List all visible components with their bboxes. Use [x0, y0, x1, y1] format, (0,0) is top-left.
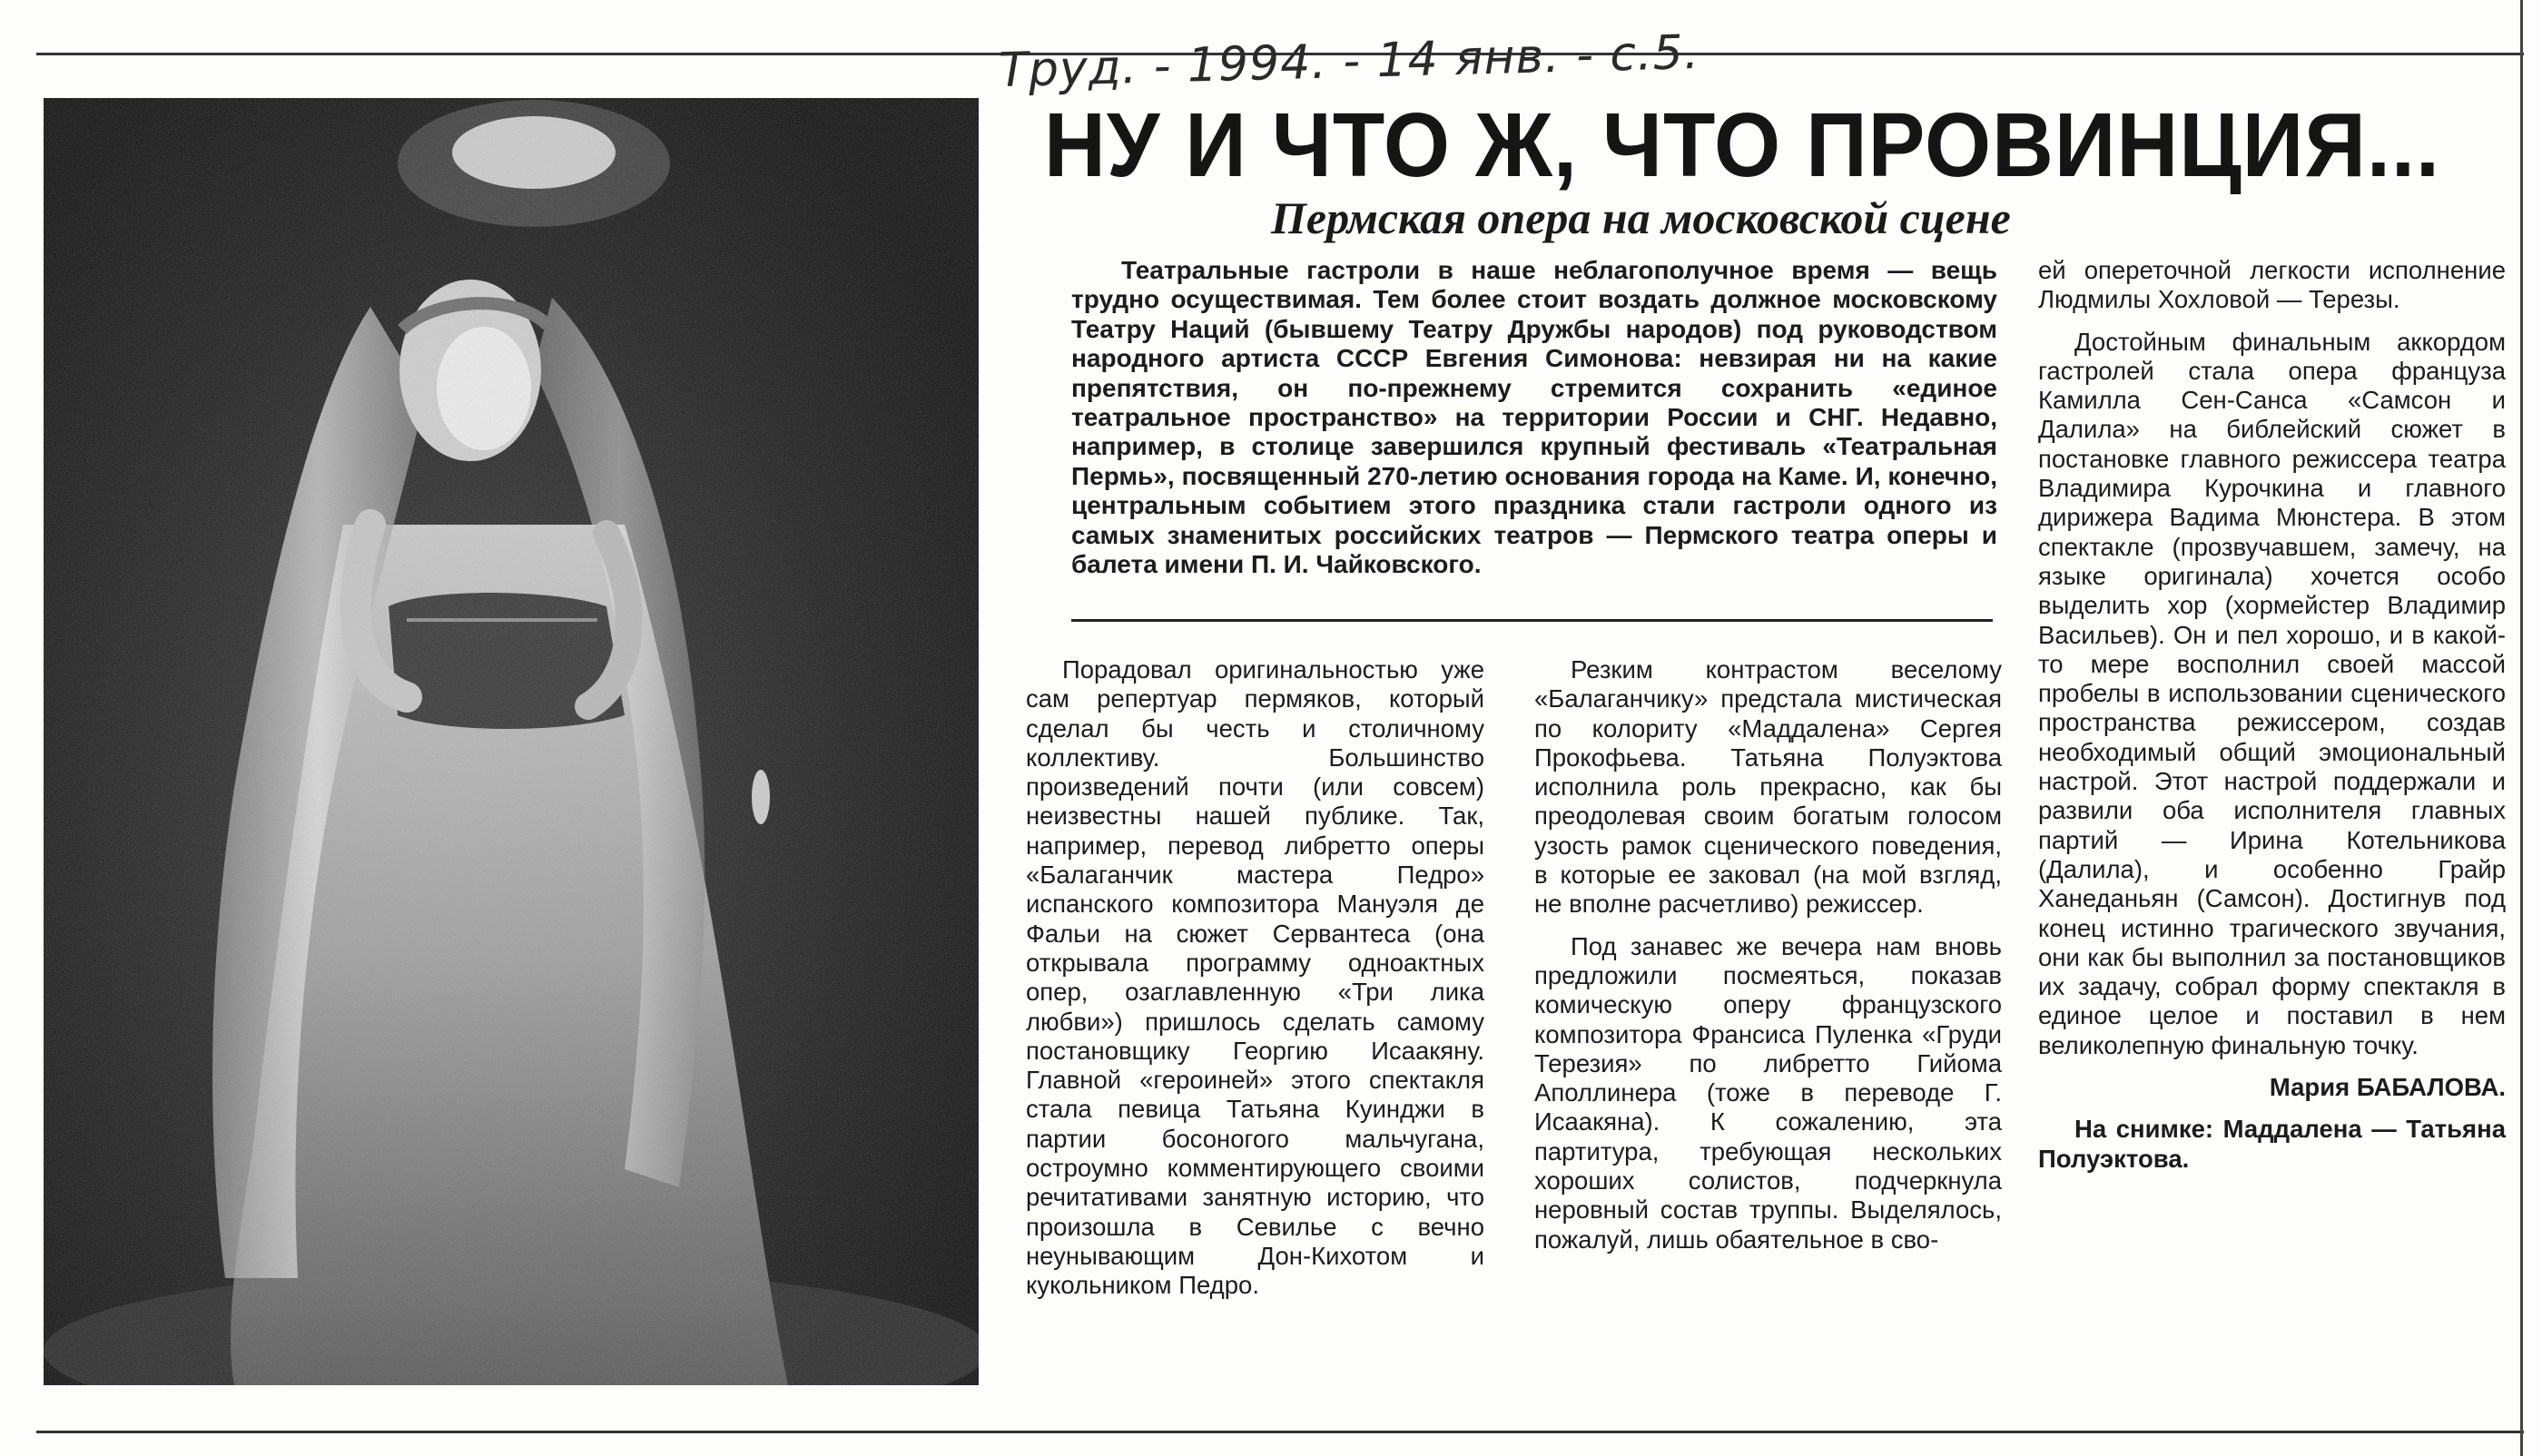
article-lead-paragraph: Театральные гастроли в наше неблагополучное время — вещь трудно осуществимая. Тем более стоит воздать должное московскому Театру Наций (бывшему Театру Дружбы народов) под руководством народного артиста СССР Евгения Симонова: невзирая ни на какие препятствия, он по-прежнему стремится сохранить «единое театральное пространство» на территории России и СНГ. Недавно, например, в столице завершился крупный фестиваль «Театральная Пермь», посвященный 270-летию основания города на Каме. И, конечно, центральным событием этого праздника стали гастроли одного из самых знаменитых российских театров — Пермского театра оперы и балета имени П. И. Чайковского.: [1071, 256, 1997, 579]
photo-caption: На снимке: Маддалена — Татьяна Полуэктова.: [2038, 1115, 2506, 1173]
column1-paragraph-1: Порадовал оригинальностью уже сам репертуар пермяков, который сделал бы честь и столичному коллективу. Большинство произведений почти (или совсем) неизвестны нашей публике. Так, например, перевод либретто оперы «Балаганчик мастера Педро» испанского композитора Мануэля де Фальи на сюжет Сервантеса (она открывала программу одноактных опер, озаглавленную «Три лика любви») пришлось сделать самому постановщику Георгию Исаакяну. Главной «героиней» этого спектакля стала певица Татьяна Куинджи в партии босоногого мальчугана, остроумно комментирующего своими речитативами занятную историю, что произошла в Севилье с вечно неунывающим Дон-Кихотом и кукольником Педро.: [1026, 655, 1484, 1300]
column2-paragraph-1: Резким контрастом веселому «Балаганчику» предстала мистическая по колориту «Маддалена» Сергея Прокофьева. Татьяна Полуэктова исполнила роль прекрасно, как бы преодолевая своим богатым голосом узость рамок сценического поведения, в которые ее заковал (на мой взгляд, не вполне расчетливо) режиссер.: [1534, 655, 2002, 919]
article-subheadline: Пермская опера на московской сцене: [1271, 192, 2011, 243]
article-column-1: [1026, 655, 1484, 1301]
clipping-bottom-rule: [36, 1431, 2524, 1433]
column2-paragraph-2: Под занавес же вечера нам вновь предложили посмеяться, показав комическую оперу французского композитора Франсиса Пуленка «Груди Терезия» по либретто Гийома Аполлинера (тоже в переводе Г. Исаакяна). К сожалению, эта партитура, требующая нескольких хороших солистов, подчеркнула неровный состав труппы. Выделялось, пожалуй, лишь обаятельное в сво-: [1534, 931, 2002, 1254]
clipping-right-edge: [2520, 0, 2523, 1456]
author-signature: Мария БАБАЛОВА.: [2269, 1073, 2506, 1102]
column3-paragraph-2: Достойным финальным аккордом гастролей стала опера француза Камилла Сен-Санса «Самсон и Далила» на библейский сюжет в постановке главного режиссера театра Владимира Курочкина и главного дирижера Вадима Мюнстера. В этом спектакле (прозвучавшем, замечу, на языке оригинала) хочется особо выделить хор (хормейстер Владимир Васильев). Он и пел хорошо, и в какой-то мере восполнил своей массой пробелы в использовании сценического пространства режиссером, создав необходимый общий эмоциональный настрой. Этот настрой поддержали и развили оба исполнителя главных партий — Ирина Котельникова (Далила), и особенно Грайр Ханеданьян (Самсон). Достигнув под конец истинно трагического звучания, они как бы выполнил за постановщиков их задачу, собрал форму спектакля в единое целое и поставил в нем великолепную финальную точку.: [2038, 327, 2506, 1059]
article-column-3: [2038, 256, 2506, 1174]
photo-illustration: [44, 98, 979, 1385]
handwritten-source-note: Труд. - 1994. - 14 янв. - с.5.: [998, 25, 1700, 99]
column3-paragraph-1: ей опереточной легкости исполнение Людмилы Хохловой — Терезы.: [2038, 256, 2506, 314]
article-column-2: [1534, 655, 2002, 1254]
article-photo: [44, 98, 979, 1385]
lead-underline-rule: [1071, 619, 1993, 622]
article-headline: НУ И ЧТО Ж, ЧТО ПРОВИНЦИЯ...: [1044, 94, 2440, 196]
